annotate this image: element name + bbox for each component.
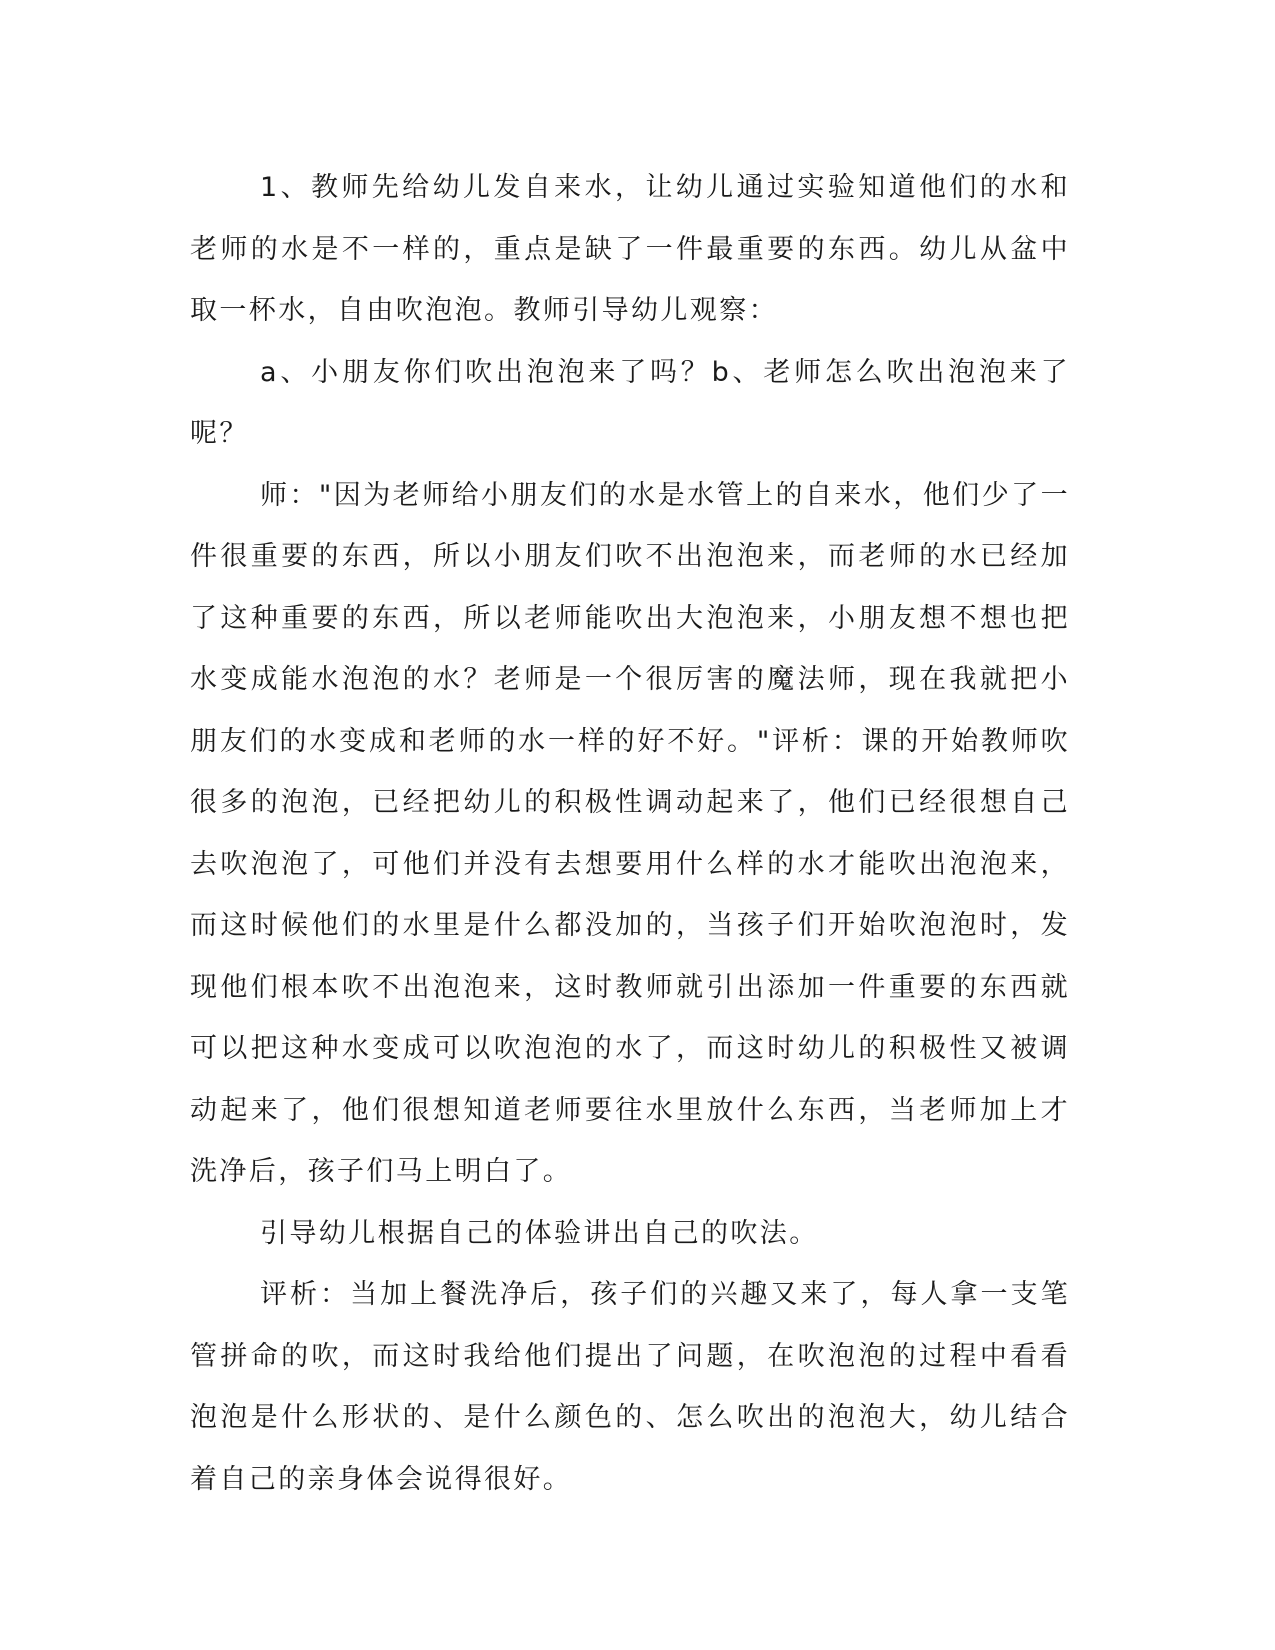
document-body <box>190 157 1070 1510</box>
paragraph-3: 师："因为老师给小朋友们的水是水管上的自来水，他们少了一件很重要的东西，所以小朋友们吹不出泡泡来，而老师的水已经加了这种重要的东西，所以老师能吹出大泡泡来，小朋友想不想也把水变成能水泡泡的水？老师是一个很厉害的魔法师，现在我就把小朋友们的水变成和老师的水一样的好不好。"评析：课的开始教师吹很多的泡泡，已经把幼儿的积极性调动起来了，他们已经很想自己去吹泡泡了，可他们并没有去想要用什么样的水才能吹出泡泡来，而这时候他们的水里是什么都没加的，当孩子们开始吹泡泡时，发现他们根本吹不出泡泡来，这时教师就引出添加一件重要的东西就可以把这种水变成可以吹泡泡的水了，而这时幼儿的积极性又被调动起来了，他们很想知道老师要往水里放什么东西，当老师加上才洗净后，孩子们马上明白了。 <box>190 479 1070 1187</box>
paragraph-2: a、小朋友你们吹出泡泡来了吗？b、老师怎么吹出泡泡来了呢？ <box>190 356 1070 449</box>
paragraph-5: 评析：当加上餐洗净后，孩子们的兴趣又来了，每人拿一支笔管拼命的吹，而这时我给他们提出了问题，在吹泡泡的过程中看看泡泡是什么形状的、是什么颜色的、怎么吹出的泡泡大，幼儿结合着自己的亲身体会说得很好。 <box>190 1279 1070 1495</box>
paragraph-4: 引导幼儿根据自己的体验讲出自己的吹法。 <box>260 1217 819 1249</box>
paragraph-1: 1、教师先给幼儿发自来水，让幼儿通过实验知道他们的水和老师的水是不一样的，重点是缺了一件最重要的东西。幼儿从盆中取一杯水，自由吹泡泡。教师引导幼儿观察： <box>190 172 1070 326</box>
